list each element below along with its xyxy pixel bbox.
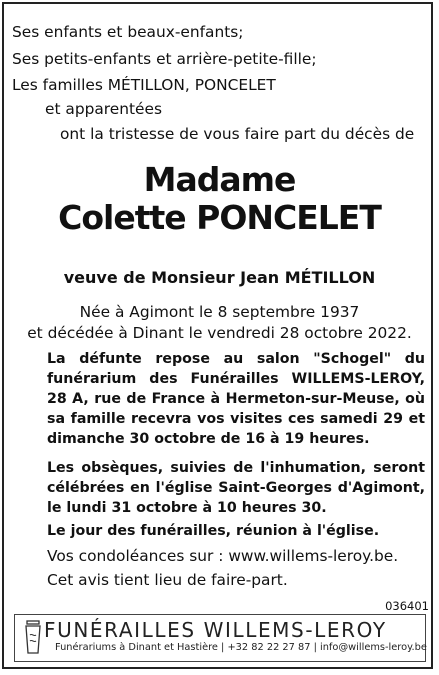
reunion-paragraph: Le jour des funérailles, réunion à l'église. (47, 523, 380, 539)
deceased-title: Madame (143, 160, 296, 199)
birth-line: Née à Agimont le 8 septembre 1937 (79, 303, 360, 321)
family-line-4: et apparentées (45, 100, 163, 118)
reference-number: 036401 (385, 599, 429, 613)
family-line-1: Ses enfants et beaux-enfants; (12, 23, 244, 41)
footer-info: Funérariums à Dinant et Hastière | +32 82 22 27 87 | info@willems-leroy.be (55, 642, 427, 653)
salon-paragraph: La défunte repose au salon "Schogel" du funérarium des Funérailles WILLEMS-LEROY, 28 A, rue de France à Hermeton-sur-Meuse, où sa famille recevra vos visites ces samedi 29 et dimanche 30 octobre de 16 à 19 heures. (47, 351, 425, 447)
family-line-5: ont la tristesse de vous faire part du décès de (60, 125, 415, 143)
condoleances-line: Vos condoléances sur : www.willems-leroy.be. (47, 547, 399, 565)
urn-icon (21, 619, 45, 657)
faire-part-line: Cet avis tient lieu de faire-part. (47, 571, 288, 589)
death-line: et décédée à Dinant le vendredi 28 octobre 2022. (27, 324, 412, 342)
spouse-line: veuve de Monsieur Jean MÉTILLON (63, 268, 376, 287)
family-line-2: Ses petits-enfants et arrière-petite-fille; (12, 50, 317, 68)
deceased-name: Colette PONCELET (58, 198, 381, 237)
footer-brand: FUNÉRAILLES WILLEMS-LEROY (44, 618, 387, 642)
obseques-paragraph: Les obsèques, suivies de l'inhumation, seront célébrées en l'église Saint-Georges d'Agimont, le lundi 31 octobre à 10 heures 30. (47, 460, 425, 516)
family-line-3: Les familles MÉTILLON, PONCELET (12, 76, 276, 94)
